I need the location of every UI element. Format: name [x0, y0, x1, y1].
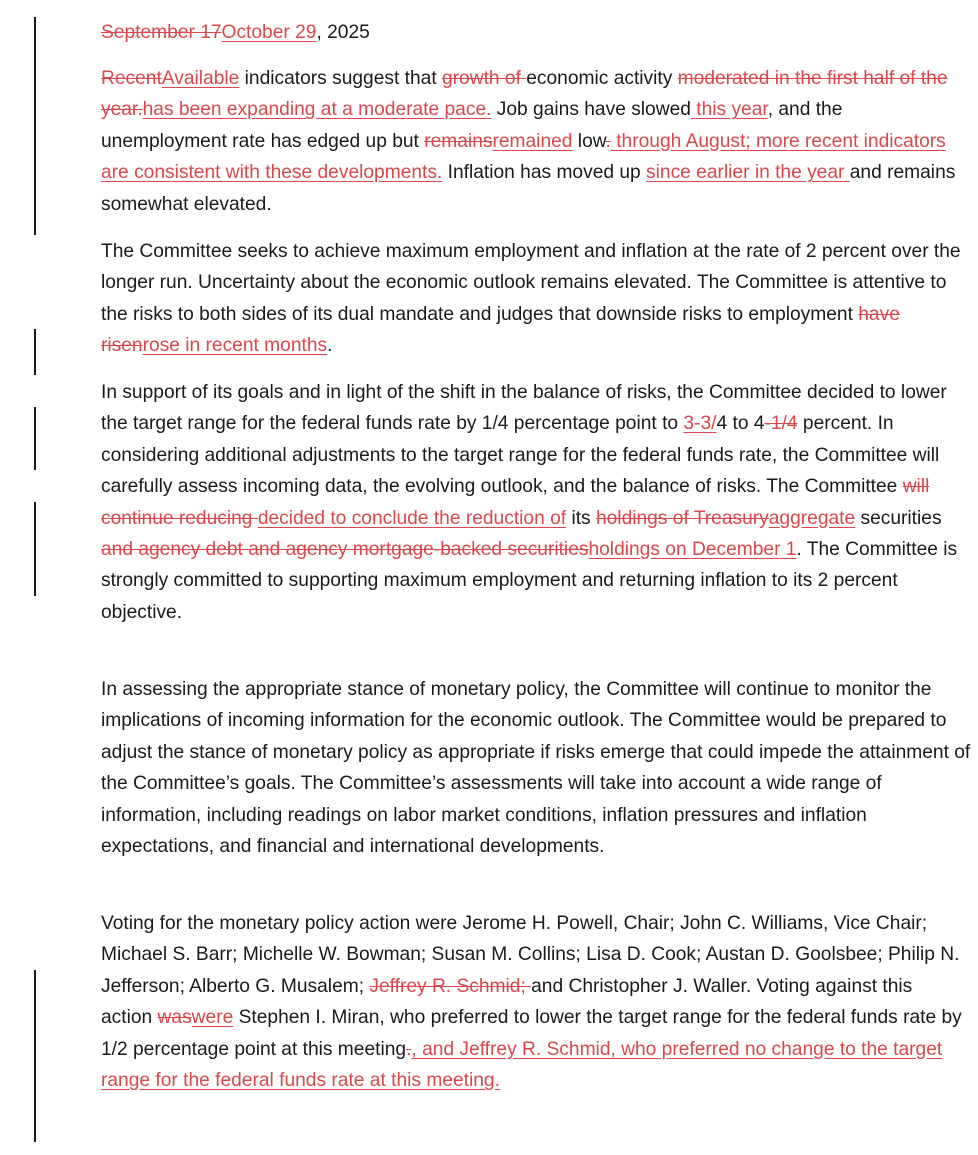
inserted-text: this year [690, 99, 768, 121]
statement-date: September 17October 29, 2025 [101, 22, 370, 43]
inserted-text: has been expanding at a moderate pace. [142, 99, 492, 121]
deleted-text: moderated in the first half of the year. [101, 68, 948, 121]
deleted-text: was [157, 1007, 192, 1029]
inserted-text: holdings on December 1 [588, 539, 797, 561]
paragraph-economic-activity: RecentAvailable indicators suggest that growth of economic activity moderated in the first half of the year.has been expanding at a moderate pace. Job gains have slowed this year, and the unemployment rate has edged up but remainsremained low. through August; more recent indicators are consistent with these developments. Inflation has moved up since earlier in the year and remains somewhat elevated. [101, 68, 956, 215]
change-bar [34, 970, 36, 1142]
inserted-text: rose in recent months [142, 335, 328, 357]
deleted-text: Recent [101, 68, 162, 89]
deleted-text: Jeffrey R. Schmid; [369, 975, 532, 997]
paragraph-policy-stance: In assessing the appropriate stance of monetary policy, the Committee will continue to monitor the implications of incoming information for the economic outlook. The Committee would be prepared to adjust the stance of monetary policy as appropriate if risks emerge that could impede the attainment of the Committee’s goals. The Committee’s assessments will take into account a wide range of information, including readings on labor market conditions, inflation pressures and inflation expectations, and financial and international developments. [101, 679, 971, 858]
deleted-text: . [605, 130, 611, 152]
inserted-text: October 29 [221, 22, 317, 43]
inserted-text: were [191, 1007, 234, 1029]
deleted-text: have risen [101, 303, 900, 357]
paragraph-policy-decision: In support of its goals and in light of the shift in the balance of risks, the Committee decided to lower the target range for the federal funds rate by 1/4 percentage point to 3-3/4 to 4-1/4 percent. In considering additional adjustments to the target range for the federal funds rate, the Committee will carefully assess incoming data, the evolving outlook, and the balance of risks. The Committee will continue reducing decided to conclude the reduction of its holdings of Treasuryaggregate securities and agency debt and agency mortgage-backed securitiesholdings on December 1. The Committee is strongly committed to supporting maximum employment and returning inflation to its 2 percent objective. [101, 382, 958, 623]
change-bar [34, 329, 36, 375]
deleted-text: remains [424, 130, 493, 152]
inserted-text: 3-3/ [683, 413, 717, 435]
change-bar [34, 407, 36, 470]
deleted-text: growth of [441, 68, 527, 89]
paragraph-committee-goals: The Committee seeks to achieve maximum employment and inflation at the rate of 2 percent over the longer run. Uncertainty about the economic outlook remains elevated. The Committee is attentive to the risks to both sides of its dual mandate and judges that downside risks to employment have risenrose in recent months. [101, 241, 961, 357]
deleted-text: . [406, 1038, 412, 1060]
deleted-text: will continue reducing [101, 476, 930, 529]
change-bar [34, 502, 36, 596]
deleted-text: holdings of Treasury [595, 507, 769, 529]
deleted-text: and agency debt and agency mortgage-backed securities [101, 539, 589, 561]
inserted-text: decided to conclude the reduction of [257, 507, 567, 529]
inserted-text: aggregate [768, 507, 856, 529]
inserted-text: through August; more recent indicators are consistent with these developments. [101, 130, 946, 184]
inserted-text: remained [492, 130, 573, 152]
deleted-text: September 17 [101, 22, 222, 43]
inserted-text: since earlier in the year [646, 162, 850, 184]
change-bar [34, 17, 36, 235]
paragraph-voting: Voting for the monetary policy action were Jerome H. Powell, Chair; John C. Williams, Vice Chair; Michael S. Barr; Michelle W. Bowman; Susan M. Collins; Lisa D. Cook; Austan D. Goolsbee; Philip N. Jefferson; Alberto G. Musalem; Jeffrey R. Schmid; and Christopher J. Waller. Voting against this action waswere Stephen I. Miran, who preferred to lower the target range for the federal funds rate by 1/2 percentage point at this meeting., and Jeffrey R. Schmid, who preferred no change to the target range for the federal funds rate at this meeting. [101, 913, 962, 1092]
inserted-text: , and Jeffrey R. Schmid, who preferred no change to the target range for the federal funds rate at this meeting. [101, 1038, 943, 1092]
inserted-text: Available [161, 68, 240, 89]
deleted-text: -1/4 [764, 413, 798, 435]
